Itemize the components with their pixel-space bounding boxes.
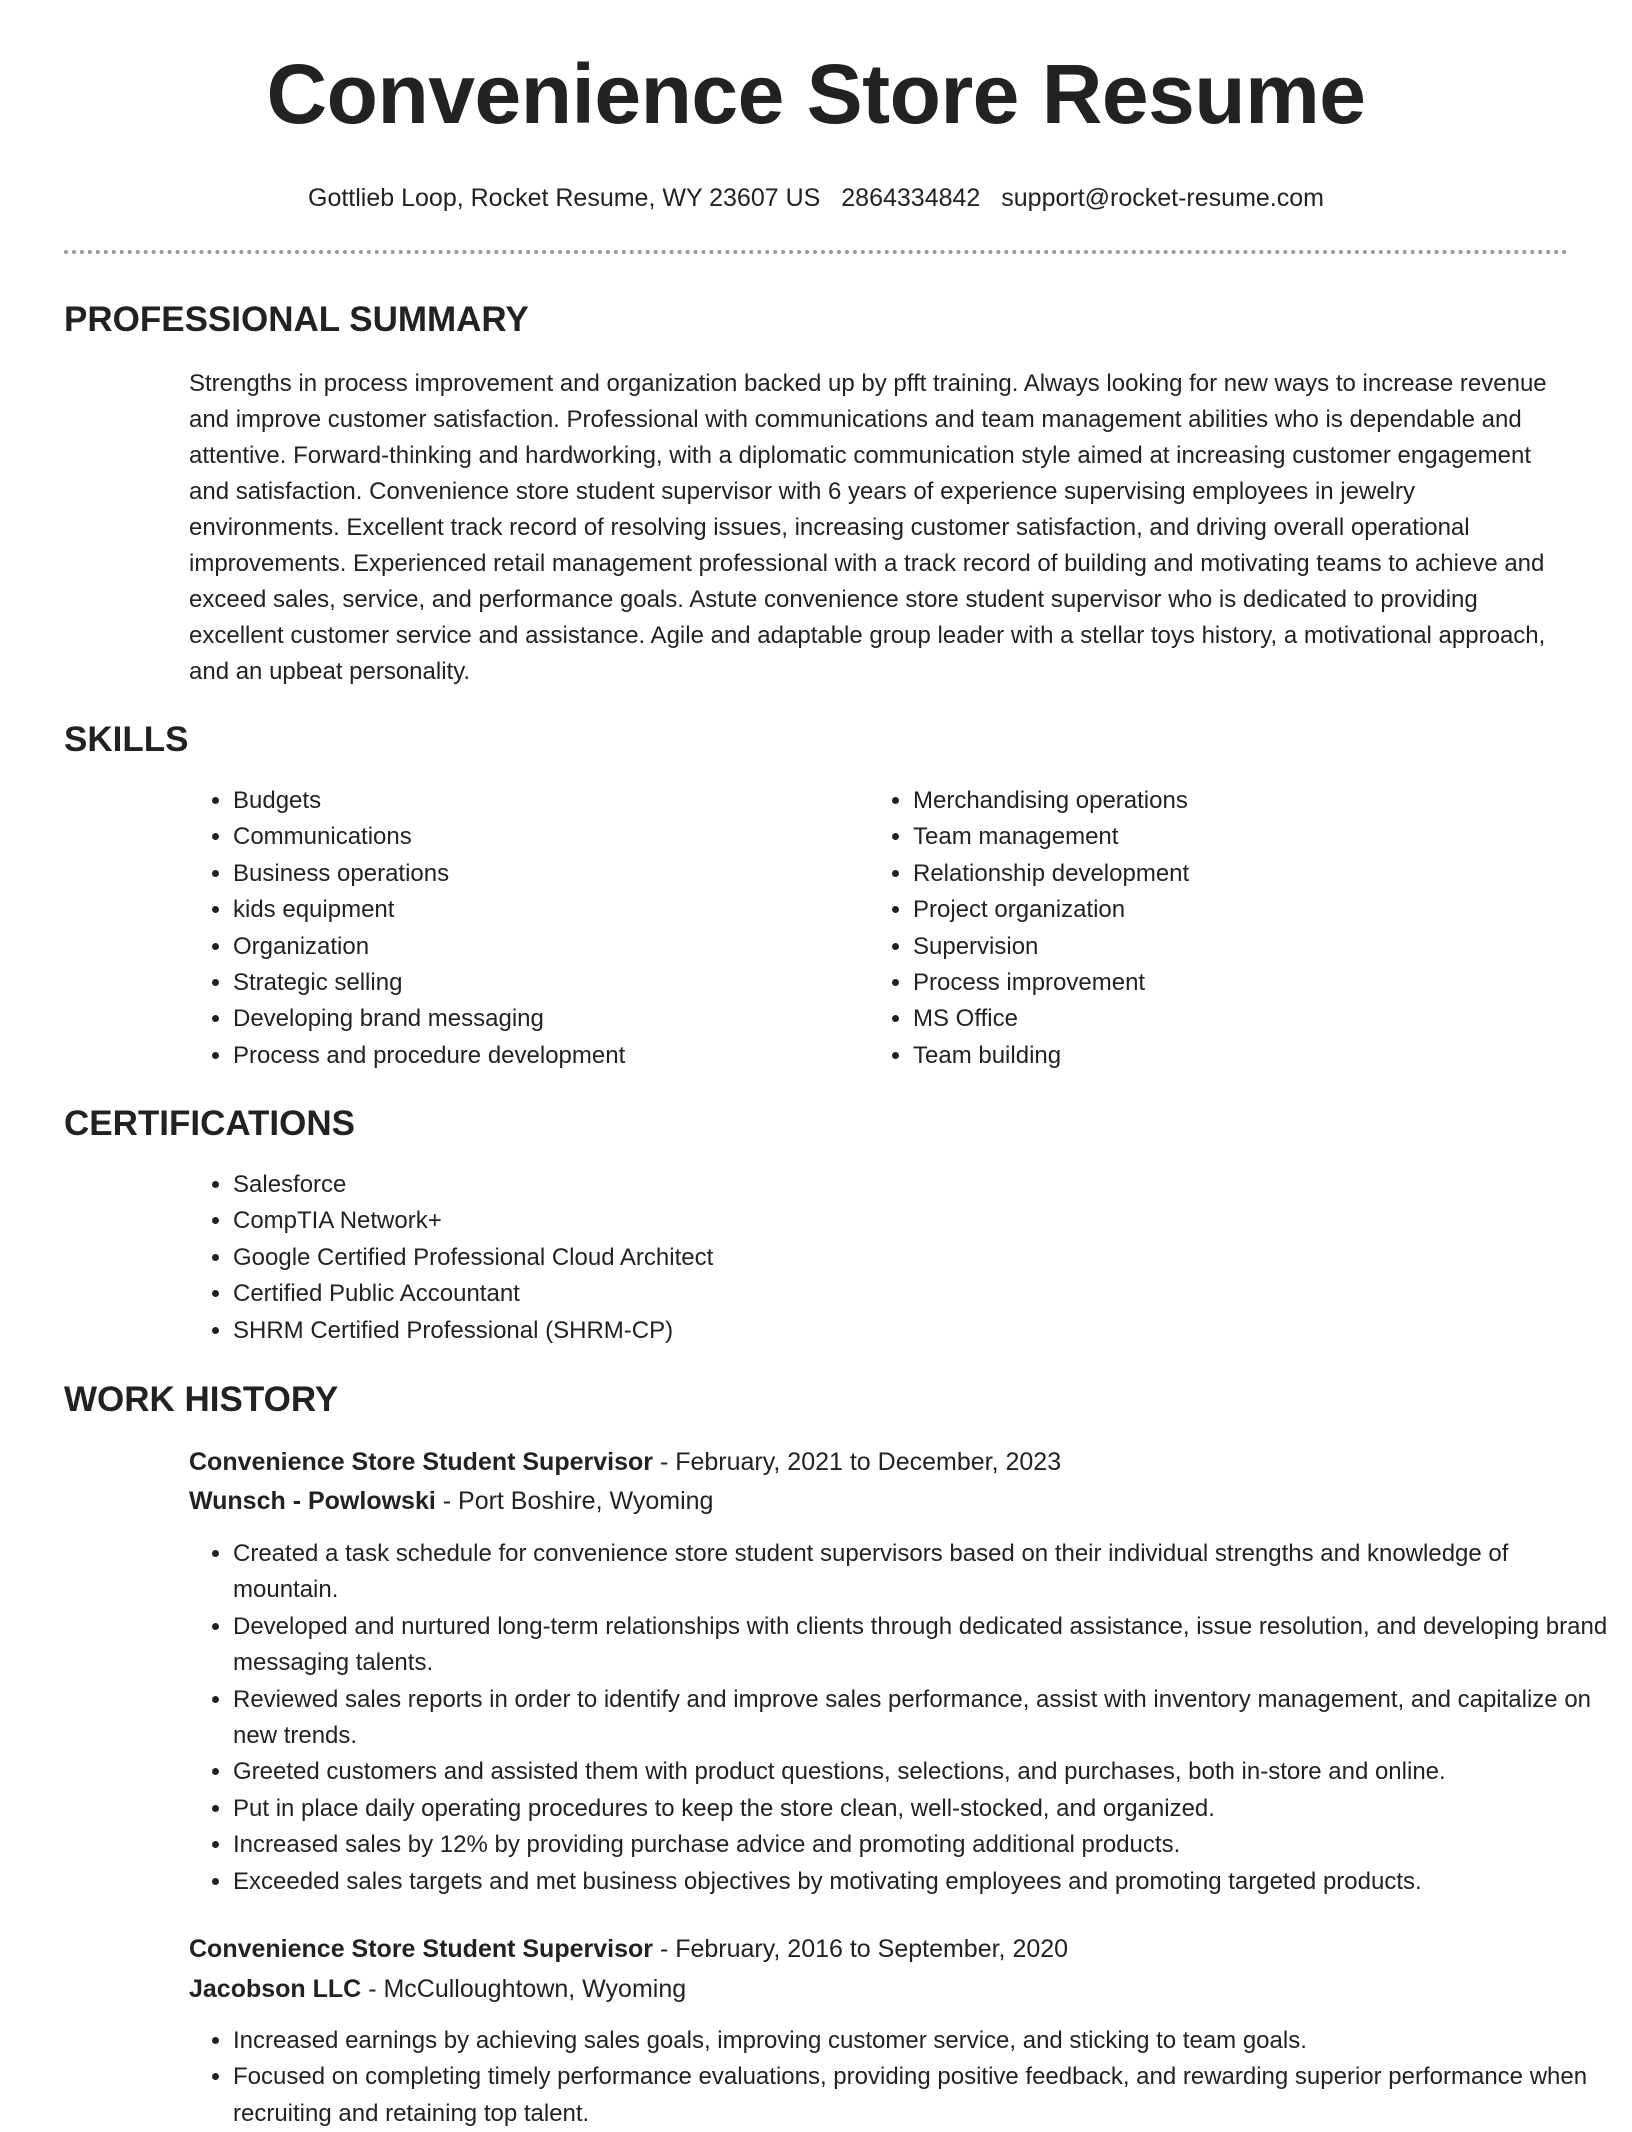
contact-email: support@rocket-resume.com [1001,184,1324,212]
work-history-heading: WORK HISTORY [64,1380,339,1419]
job-bullet: • Created a task schedule for convenience store student supervisors based on their individual strengths and knowledge of mountain. [233,1536,1613,1609]
skill-item: • Developing brand messaging [233,1001,873,1037]
job-bullet: • Reviewed sales reports in order to identify and improve sales performance, assist with inventory management, and capitalize on new trends. [233,1682,1613,1755]
skill-item: • kids equipment [233,892,873,928]
job-title: Convenience Store Student Supervisor [189,1935,653,1963]
certification-item: • Google Certified Professional Cloud Architect [233,1240,1433,1276]
skill-item: • Process improvement [913,965,1553,1001]
header-divider [64,250,1568,254]
job-bullet: • Increased sales by 12% by providing purchase advice and promoting additional products. [233,1827,1613,1863]
job-bullets [189,1536,1613,1900]
skill-item: • Project organization [913,892,1553,928]
skills-list-right [869,783,1553,1074]
job-location: - McCulloughtown, Wyoming [361,1975,687,2003]
skill-item: • Supervision [913,929,1553,965]
skill-item: • Communications [233,819,873,855]
resume-title: Convenience Store Resume [266,47,1366,141]
skill-item: • Budgets [233,783,873,819]
job-dates: - February, 2016 to September, 2020 [653,1935,1069,1963]
job-bullet: • Put in place daily operating procedures to keep the store clean, well-stocked, and organized. [233,1791,1613,1827]
skill-item: • Process and procedure development [233,1038,873,1074]
job-company-line [189,1969,1569,2009]
contact-address: Gottlieb Loop, Rocket Resume, WY 23607 US [308,184,821,212]
skill-item: • MS Office [913,1001,1553,1037]
skill-item: • Strategic selling [233,965,873,1001]
skill-item: • Organization [233,929,873,965]
job-bullet: • Increased earnings by achieving sales goals, improving customer service, and sticking to team goals. [233,2023,1613,2059]
job-title-line [189,1929,1569,1969]
skill-item: • Team management [913,819,1553,855]
job-bullet: • Developed and nurtured long-term relationships with clients through dedicated assistance, issue resolution, and developing brand messaging talents. [233,1609,1613,1682]
certifications-heading: CERTIFICATIONS [64,1104,356,1143]
job-dates: - February, 2021 to December, 2023 [653,1448,1062,1476]
contact-phone: 2864334842 [841,184,981,212]
job-location: - Port Boshire, Wyoming [435,1487,714,1515]
summary-text: Strengths in process improvement and organization backed up by pfft training. Always looking for new ways to increase revenue and improve customer satisfaction. Professional with communications and team management abilities who is dependable and attentive. Forward-thinking and hardworking, with a diplomatic communication style aimed at increasing customer engagement and satisfaction. Convenience store student supervisor with 6 years of experience supervising employees in jewelry environments. Excellent track record of resolving issues, increasing customer satisfaction, and driving overall operational improvements. Experienced retail management professional with a track record of building and motivating teams to achieve and exceed sales, service, and performance goals. Astute convenience store student supervisor who is dedicated to providing excellent customer service and assistance. Agile and adaptable group leader with a stellar toys history, a motivational approach, and an upbeat personality. [189,370,1547,685]
contact-line [0,182,1632,214]
skills-list-left [189,783,873,1074]
job-company-line [189,1481,1569,1521]
job-company: Jacobson LLC [189,1975,362,2003]
certification-item: • Salesforce [233,1167,1433,1203]
certification-item: • CompTIA Network+ [233,1203,1433,1239]
certification-item: • Certified Public Accountant [233,1276,1433,1312]
skill-item: • Relationship development [913,856,1553,892]
job-title: Convenience Store Student Supervisor [189,1448,653,1476]
certifications-list [189,1167,1433,1349]
job-title-line [189,1442,1569,1482]
skill-item: • Team building [913,1038,1553,1074]
job-bullet: • Focused on completing timely performance evaluations, providing positive feedback, and rewarding superior performance when recruiting and retaining top talent. [233,2059,1613,2132]
job-bullet: • Exceeded sales targets and met business objectives by motivating employees and promoting targeted products. [233,1864,1613,1900]
summary-heading: PROFESSIONAL SUMMARY [64,300,529,339]
certification-item: • SHRM Certified Professional (SHRM-CP) [233,1313,1433,1349]
skill-item: • Business operations [233,856,873,892]
job-bullet: • Greeted customers and assisted them with product questions, selections, and purchases, both in-store and online. [233,1754,1613,1790]
skills-heading: SKILLS [64,720,189,759]
job-company: Wunsch - Powlowski [189,1487,436,1515]
skill-item: • Merchandising operations [913,783,1553,819]
job-bullets [189,2023,1613,2132]
